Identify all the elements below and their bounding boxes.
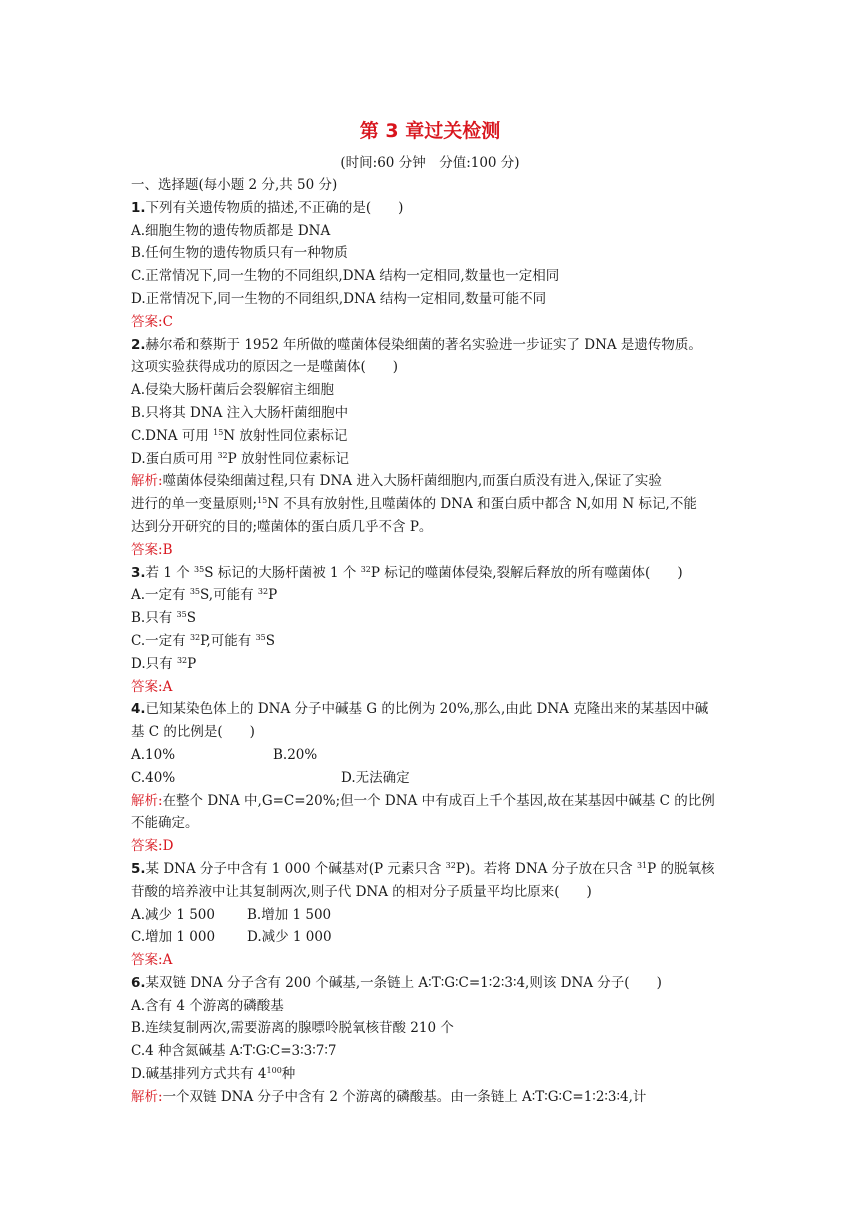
option-text: S <box>186 610 196 627</box>
answer-label: 答案: <box>131 541 163 558</box>
answer-label: 答案: <box>131 838 163 855</box>
question-text: P 标记的噬菌体侵染,裂解后释放的所有噬菌体( ) <box>370 564 683 581</box>
option-text: P <box>268 587 278 604</box>
isotope-mass: 32 <box>445 860 456 870</box>
option-a: A.含有 4 个游离的磷酸基 <box>131 997 284 1014</box>
option-d <box>131 1063 731 1086</box>
answer-value: D <box>162 838 174 855</box>
question-5-stem-cont: 苷酸的培养液中让其复制两次,则子代 DNA 的相对分子质量平均比原来( ) <box>131 883 592 900</box>
isotope-mass: 15 <box>257 496 268 506</box>
option-d: D.正常情况下,同一生物的不同组织,DNA 结构一定相同,数量可能不同 <box>131 290 547 307</box>
question-1-stem <box>131 197 731 220</box>
question-text: 已知某染色体上的 DNA 分子中碱基 G 的比例为 20%,那么,由此 DNA 克隆出来的某基因中碱 <box>145 701 709 718</box>
isotope-mass: 15 <box>213 427 224 437</box>
option-d <box>131 653 731 676</box>
option-a: A.侵染大肠杆菌后会裂解宿主细胞 <box>131 382 335 399</box>
option-d <box>131 448 731 471</box>
question-number: 2. <box>131 336 146 353</box>
option-text: N 放射性同位素标记 <box>223 427 348 444</box>
options-row <box>131 926 731 949</box>
answer-line <box>131 949 731 972</box>
option-text: S,可能有 <box>200 587 258 604</box>
answer-label: 答案: <box>131 313 163 330</box>
option-text: D.只有 <box>131 655 177 672</box>
option-text: D.碱基排列方式共有 4 <box>131 1066 267 1083</box>
isotope-mass: 32 <box>189 632 201 642</box>
analysis-line: 不能确定。 <box>131 815 199 832</box>
answer-line <box>131 311 731 334</box>
question-text: S 标记的大肠杆菌被 1 个 <box>204 564 361 581</box>
option-b: B.连续复制两次,需要游离的腺嘌呤脱氧核苷酸 210 个 <box>131 1020 454 1037</box>
analysis-line <box>131 790 731 813</box>
option-text: P,可能有 <box>200 632 256 649</box>
option-b <box>131 607 731 630</box>
answer-value: A <box>162 952 173 969</box>
answer-label: 答案: <box>131 678 163 695</box>
section-heading: 一、选择题(每小题 2 分,共 50 分) <box>131 177 338 193</box>
question-list <box>131 174 731 1109</box>
option-b: B.只将其 DNA 注入大肠杆菌细胞中 <box>131 404 349 421</box>
analysis-label: 解析: <box>131 473 163 490</box>
analysis-label: 解析: <box>131 1088 163 1105</box>
answer-value: B <box>162 541 173 558</box>
option-text: 种 <box>281 1066 296 1083</box>
analysis-text: N 不具有放射性,且噬菌体的 DNA 和蛋白质中都含 N,如用 N 标记,不能 <box>267 496 697 513</box>
option-text: C.一定有 <box>131 632 190 649</box>
isotope-mass: 31 <box>636 860 648 870</box>
analysis-line <box>131 470 731 493</box>
question-text: 下列有关遗传物质的描述,不正确的是( ) <box>145 199 404 216</box>
answer-value: A <box>162 678 173 695</box>
isotope-mass: 32 <box>217 450 228 460</box>
isotope-mass: 35 <box>255 632 266 642</box>
option-c: C.40% <box>131 769 176 786</box>
isotope-mass: 35 <box>189 587 201 597</box>
analysis-line <box>131 493 731 516</box>
option-text: C.DNA 可用 <box>131 427 214 444</box>
analysis-text: 噬菌体侵染细菌过程,只有 DNA 进入大肠杆菌细胞内,而蛋白质没有进入,保证了实验 <box>162 473 662 490</box>
option-b: B.增加 1 500 <box>247 906 332 923</box>
answer-line <box>131 835 731 858</box>
option-a: A.细胞生物的遗传物质都是 DNA <box>131 222 331 239</box>
question-text: 某 DNA 分子中含有 1 000 个碱基对(P 元素只含 <box>145 860 446 877</box>
answer-line <box>131 676 731 699</box>
question-text: 某双链 DNA 分子含有 200 个碱基,一条链上 A∶T∶G∶C=1∶2∶3∶4,则该 DNA 分子( ) <box>145 974 662 991</box>
options-row <box>131 744 731 767</box>
exam-info: (时间:60 分钟 分值:100 分) <box>340 155 520 171</box>
options-row <box>131 904 731 927</box>
question-number: 4. <box>131 701 146 718</box>
isotope-mass: 35 <box>176 610 187 620</box>
option-c: C.增加 1 000 <box>131 929 216 946</box>
isotope-mass: 32 <box>257 587 269 597</box>
question-number: 1. <box>131 199 146 216</box>
question-6-stem <box>131 972 731 995</box>
option-a: A.10% <box>131 746 176 763</box>
analysis-label: 解析: <box>131 792 163 809</box>
option-text: A.一定有 <box>131 587 190 604</box>
option-c: C.4 种含氮碱基 A∶T∶G∶C=3∶3∶7∶7 <box>131 1043 337 1060</box>
option-a <box>131 584 731 607</box>
analysis-text: 一个双链 DNA 分子中含有 2 个游离的磷酸基。由一条链上 A∶T∶G∶C=1∶2∶3∶4,计 <box>162 1088 647 1105</box>
option-text: D.蛋白质可用 <box>131 450 218 467</box>
answer-line <box>131 539 731 562</box>
option-text: S <box>265 632 275 649</box>
question-5-stem <box>131 858 731 881</box>
question-4-stem <box>131 698 731 721</box>
option-a: A.减少 1 500 <box>131 906 215 923</box>
question-text: 若 1 个 <box>145 564 194 581</box>
question-text: P 的脱氧核 <box>647 860 715 877</box>
option-d: D.减少 1 000 <box>247 929 332 946</box>
page-title: 第 3 章过关检测 <box>359 120 501 142</box>
analysis-text: 在整个 DNA 中,G=C=20%;但一个 DNA 中有成百上千个基因,故在某基因中碱基 C 的比例 <box>162 792 715 809</box>
isotope-mass: 32 <box>176 655 188 665</box>
analysis-text: 进行的单一变量原则; <box>131 496 258 513</box>
option-b: B.20% <box>273 746 318 763</box>
analysis-line: 达到分开研究的目的;噬菌体的蛋白质几乎不含 P。 <box>131 518 433 535</box>
option-text: P 放射性同位素标记 <box>227 450 349 467</box>
question-2-stem <box>131 334 731 357</box>
isotope-mass: 35 <box>194 564 205 574</box>
answer-label: 答案: <box>131 952 163 969</box>
question-number: 6. <box>131 974 146 991</box>
isotope-mass: 32 <box>360 564 371 574</box>
option-c: C.正常情况下,同一生物的不同组织,DNA 结构一定相同,数量也一定相同 <box>131 268 560 285</box>
answer-value: C <box>162 313 173 330</box>
analysis-line <box>131 1086 731 1109</box>
options-row <box>131 767 731 790</box>
option-d: D.无法确定 <box>341 769 410 786</box>
question-text: 赫尔希和蔡斯于 1952 年所做的噬菌体侵染细菌的著名实验进一步证实了 DNA 是遗传物质。 <box>145 336 702 353</box>
option-text: P <box>187 655 197 672</box>
question-2-stem-cont: 这项实验获得成功的原因之一是噬菌体( ) <box>131 359 399 376</box>
question-3-stem <box>131 562 731 585</box>
question-4-stem-cont: 基 C 的比例是( ) <box>131 724 255 741</box>
option-b: B.任何生物的遗传物质只有一种物质 <box>131 245 348 262</box>
exponent: 100 <box>266 1066 282 1076</box>
option-c <box>131 425 731 448</box>
option-text: B.只有 <box>131 610 177 627</box>
question-number: 3. <box>131 564 146 581</box>
question-text: P)。若将 DNA 分子放在只含 <box>455 860 637 877</box>
option-c <box>131 630 731 653</box>
question-number: 5. <box>131 860 146 877</box>
